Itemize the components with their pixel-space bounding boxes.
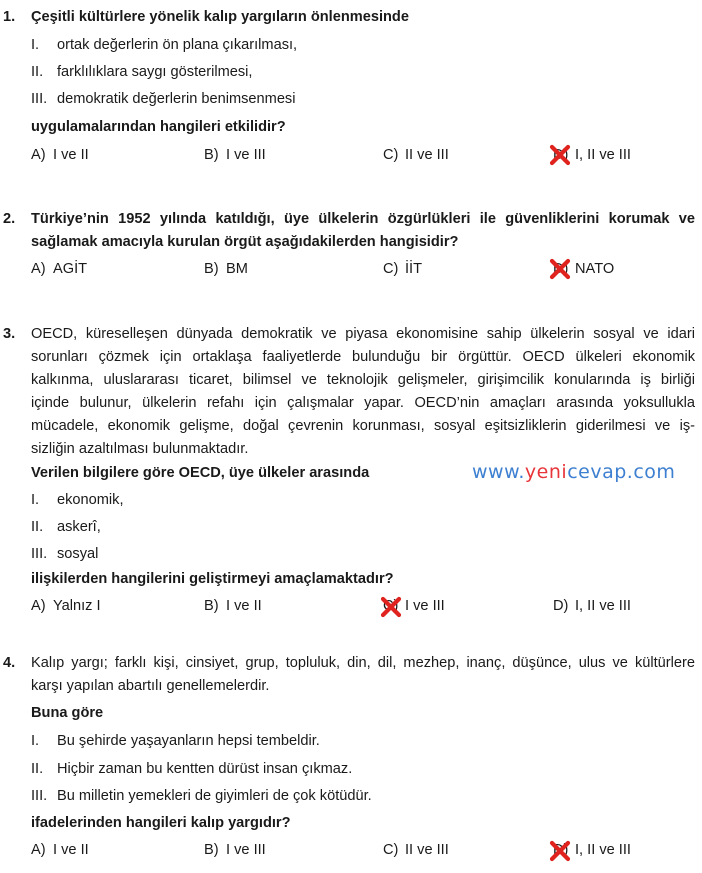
question-number: 2.: [3, 211, 16, 227]
passage-line: Kalıp yargı; farklı kişi, cinsiyet, grup, topluluk, din, dil, mezhep, inanç, düşünce, ulus ve kültürlere: [31, 655, 695, 671]
choice-a[interactable]: A) AGİT: [31, 261, 88, 277]
choice-c[interactable]: C) II ve III: [383, 147, 449, 163]
choice-a[interactable]: A) Yalnız I: [31, 598, 101, 614]
statement-item: I. Bu şehirde yaşayanların hepsi tembeldir.: [31, 733, 320, 749]
watermark-com: .com: [626, 461, 676, 483]
choice-d[interactable]: D) NATO: [553, 261, 615, 277]
passage-line: sorunları çözmek için ortaklaşa faaliyetlerde bulunduğu bir örgüttür. OECD ülkeleri ekonomik: [31, 349, 695, 365]
statement-item: III. Bu milletin yemekleri de giyimleri de çok kötüdür.: [31, 788, 372, 804]
choice-d[interactable]: D) I, II ve III: [553, 598, 631, 614]
question-number: 1.: [3, 9, 16, 25]
choice-a[interactable]: A) I ve II: [31, 842, 89, 858]
question-text-line: sağlamak amacıyla kurulan örgüt aşağıdakilerden hangisidir?: [31, 234, 459, 250]
passage-line: OECD, küreselleşen dünyada demokratik ve piyasa ekonomisine sahip ülkelerin sosyal ve idari: [31, 326, 695, 342]
watermark-yeni: yeni: [524, 461, 568, 483]
choice-c[interactable]: C) İİT: [383, 261, 423, 277]
answer-x-mark-icon: [549, 258, 571, 280]
question-prompt: ifadelerinden hangileri kalıp yargıdır?: [31, 815, 291, 831]
passage-line: içinde bulunur, ülkelerin refahı için çalışmalar yapar. OECD’nin amaçları arasında yoksullukla: [31, 395, 695, 411]
choice-d[interactable]: D) I, II ve III: [553, 842, 631, 858]
choice-c[interactable]: C) II ve III: [383, 842, 449, 858]
question-prompt: uygulamalarından hangileri etkilidir?: [31, 119, 286, 135]
choice-b[interactable]: B) I ve II: [204, 598, 262, 614]
choice-b[interactable]: B) BM: [204, 261, 248, 277]
question-number: 4.: [3, 655, 16, 671]
passage-line: sizliğin azaltılması bulunmaktadır.: [31, 441, 249, 457]
watermark-www: www.: [472, 461, 525, 483]
passage-line: karşı yapılan abartılı genellemelerdir.: [31, 678, 270, 694]
question-stem: Çeşitli kültürlere yönelik kalıp yargıların önlenmesinde: [31, 9, 409, 25]
watermark-cevap: cevap: [567, 461, 627, 483]
passage-line: mücadele, ekonomik gelişme, doğal çevrenin korunması, sosyal eşitsizliklerin giderilmesi ve iş-: [31, 418, 695, 434]
statement-item: III. demokratik değerlerin benimsenmesi: [31, 91, 296, 107]
answer-x-mark-icon: [380, 596, 402, 618]
question-text-line: Türkiye’nin 1952 yılında katıldığı, üye ülkelerin özgürlükleri ile güvenliklerini korumak ve: [31, 211, 695, 227]
question-number: 3.: [3, 326, 16, 342]
statement-item: II. askerî,: [31, 519, 101, 535]
statement-item: III. sosyal: [31, 546, 99, 562]
choice-b[interactable]: B) I ve III: [204, 842, 266, 858]
choice-b[interactable]: B) I ve III: [204, 147, 266, 163]
statement-item: I. ekonomik,: [31, 492, 124, 508]
statement-item: II. Hiçbir zaman bu kentten dürüst insan çıkmaz.: [31, 761, 353, 777]
question-stem: Verilen bilgilere göre OECD, üye ülkeler arasında: [31, 465, 370, 481]
choice-d[interactable]: D) I, II ve III: [553, 147, 631, 163]
choice-c[interactable]: C) I ve III: [383, 598, 445, 614]
statement-item: I. ortak değerlerin ön plana çıkarılması,: [31, 37, 298, 53]
choice-a[interactable]: A) I ve II: [31, 147, 89, 163]
question-stem: Buna göre: [31, 705, 104, 721]
question-prompt: ilişkilerden hangilerini geliştirmeyi amaçlamaktadır?: [31, 571, 394, 587]
passage-line: kalkınma, uluslararası ticaret, bilimsel ve teknolojik gelişmeler, girişimcilik konularında iş birliği: [31, 372, 695, 388]
answer-x-mark-icon: [549, 840, 571, 862]
answer-x-mark-icon: [549, 144, 571, 166]
site-watermark: [472, 461, 675, 483]
statement-item: II. farklılıklara saygı gösterilmesi,: [31, 64, 253, 80]
